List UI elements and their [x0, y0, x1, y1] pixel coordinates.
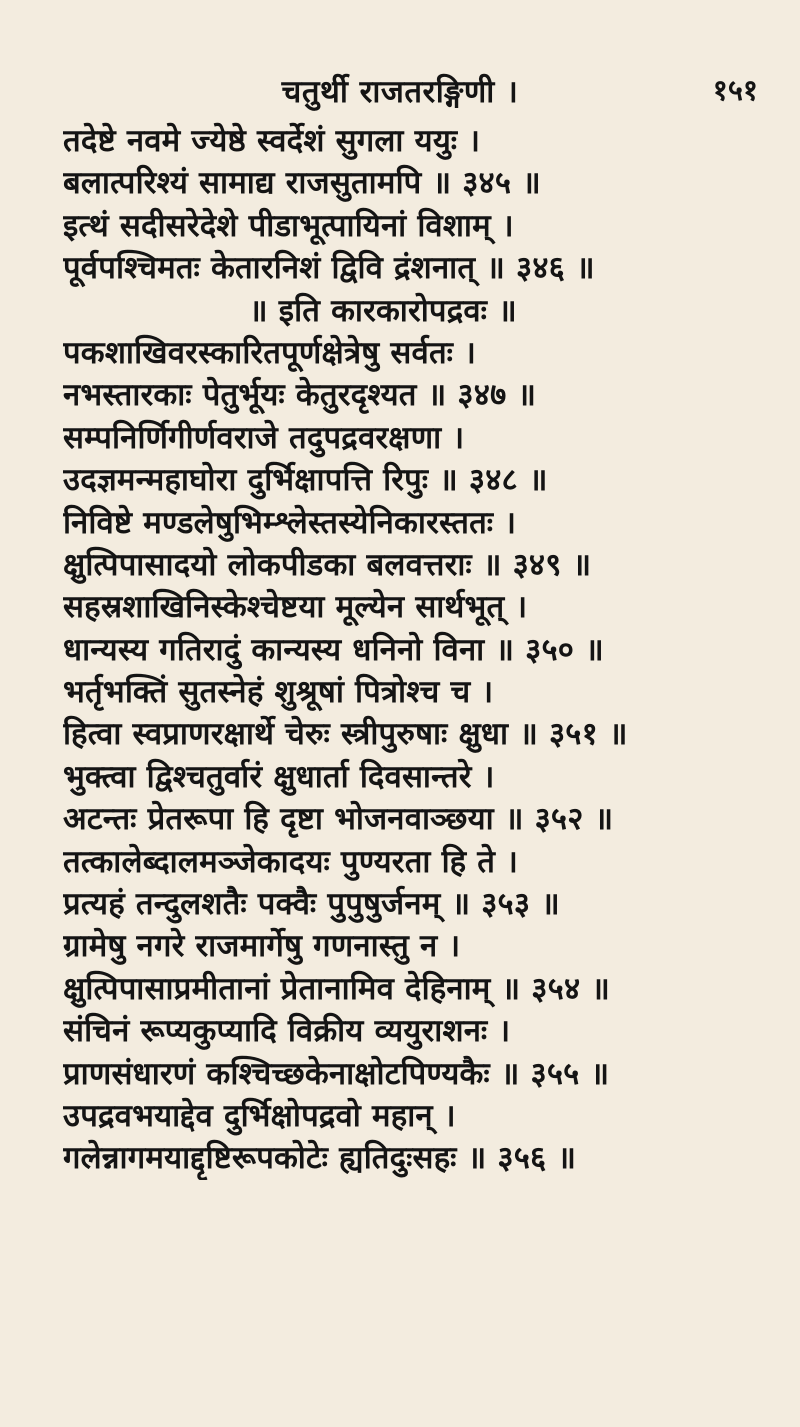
verse-line: अटन्तः प्रेतरूपा हि दृष्टा भोजनवाञ्छया ॥ ३५२ ॥ — [63, 801, 614, 838]
verse-line: निविष्टे मण्डलेषुभिम्श्लेस्तस्येनिकारस्ततः । — [63, 504, 517, 541]
verse-line: ग्रामेषु नगरे राजमार्गेषु गणनास्तु न । — [63, 928, 461, 965]
verse-line: पूर्वपश्चिमतः केतारनिशं द्विवि द्रंशनात् ॥ ३४६ ॥ — [63, 250, 595, 287]
verse-line: संचिनं रूप्यकुप्यादि विक्रीय व्ययुराशनः । — [63, 1013, 511, 1050]
verse-line: पकशाखिवरस्कारितपूर्णक्षेत्रेषु सर्वतः । — [63, 334, 477, 371]
verse-line: तदेष्टे नवमे ज्येष्ठे स्वर्देशं सुगला ययुः । — [63, 123, 481, 159]
verse-line: सम्पनिर्णिगीर्णवराजे तदुपद्रवरक्षणा । — [63, 419, 465, 456]
verse-block — [63, 120, 763, 1180]
verse-line: सहस्रशाखिनिस्केश्चेष्टया मूल्येन सार्थभूत् । — [63, 589, 528, 626]
section-colophon: ॥ इति कारकारोपद्रवः ॥ — [249, 292, 517, 329]
verse-line: क्षुत्पिपासाप्रमीतानां प्रेतानामिव देहिनाम् ॥ ३५४ ॥ — [63, 970, 611, 1007]
verse-line: उदज्ञमन्महाघोरा दुर्भिक्षापत्ति रिपुः ॥ ३४८ ॥ — [63, 462, 548, 499]
page-number: १५१ — [712, 73, 758, 107]
verse-line: भर्तृभक्तिं सुतस्नेहं शुश्रूषां पित्रोश्च च । — [63, 674, 494, 711]
verse-line: उपद्रवभयाद्देव दुर्भिक्षोपद्रवो महान् । — [63, 1097, 456, 1134]
verse-line: प्रत्यहं तन्दुलशतैः पक्वैः पुपुषुर्जनम् ॥ ३५३ ॥ — [63, 886, 560, 923]
verse-line: हित्वा स्वप्राणरक्षार्थे चेरुः स्त्रीपुरुषाः क्षुधा ॥ ३५१ ॥ — [63, 716, 628, 753]
verse-line: बलात्परिश्यं सामाद्य राजसुतामपि ॥ ३४५ ॥ — [63, 165, 541, 202]
verse-line: गलेन्नागमयाद्दृष्टिरूपकोटेः ह्यतिदुःसहः ॥ ३५६ ॥ — [63, 1140, 577, 1177]
running-header — [0, 70, 800, 110]
running-title: चतुर्थी राजतरङ्गिणी । — [281, 74, 519, 110]
verse-line: नभस्तारकाः पेतुर्भूयः केतुरदृश्यत ॥ ३४७ ॥ — [63, 377, 537, 414]
verse-line: तत्कालेब्दालमञ्जेकादयः पुण्यरता हि ते । — [63, 843, 519, 880]
verse-line: प्राणसंधारणं कश्चिच्छकेनाक्षोटपिण्यकैः ॥ ३५५ ॥ — [63, 1055, 610, 1092]
verse-line: धान्यस्य गतिरादुं कान्यस्य धनिनो विना ॥ ३५० ॥ — [63, 631, 604, 668]
verse-line: भुक्त्वा द्विश्चतुर्वारं क्षुधार्ता दिवसान्तरे । — [63, 758, 495, 795]
verse-line: इत्थं सदीसरेदेशे पीडाभूत्पायिनां विशाम् । — [63, 207, 514, 244]
verse-line: क्षुत्पिपासादयो लोकपीडका बलवत्तराः ॥ ३४९ ॥ — [63, 546, 592, 583]
